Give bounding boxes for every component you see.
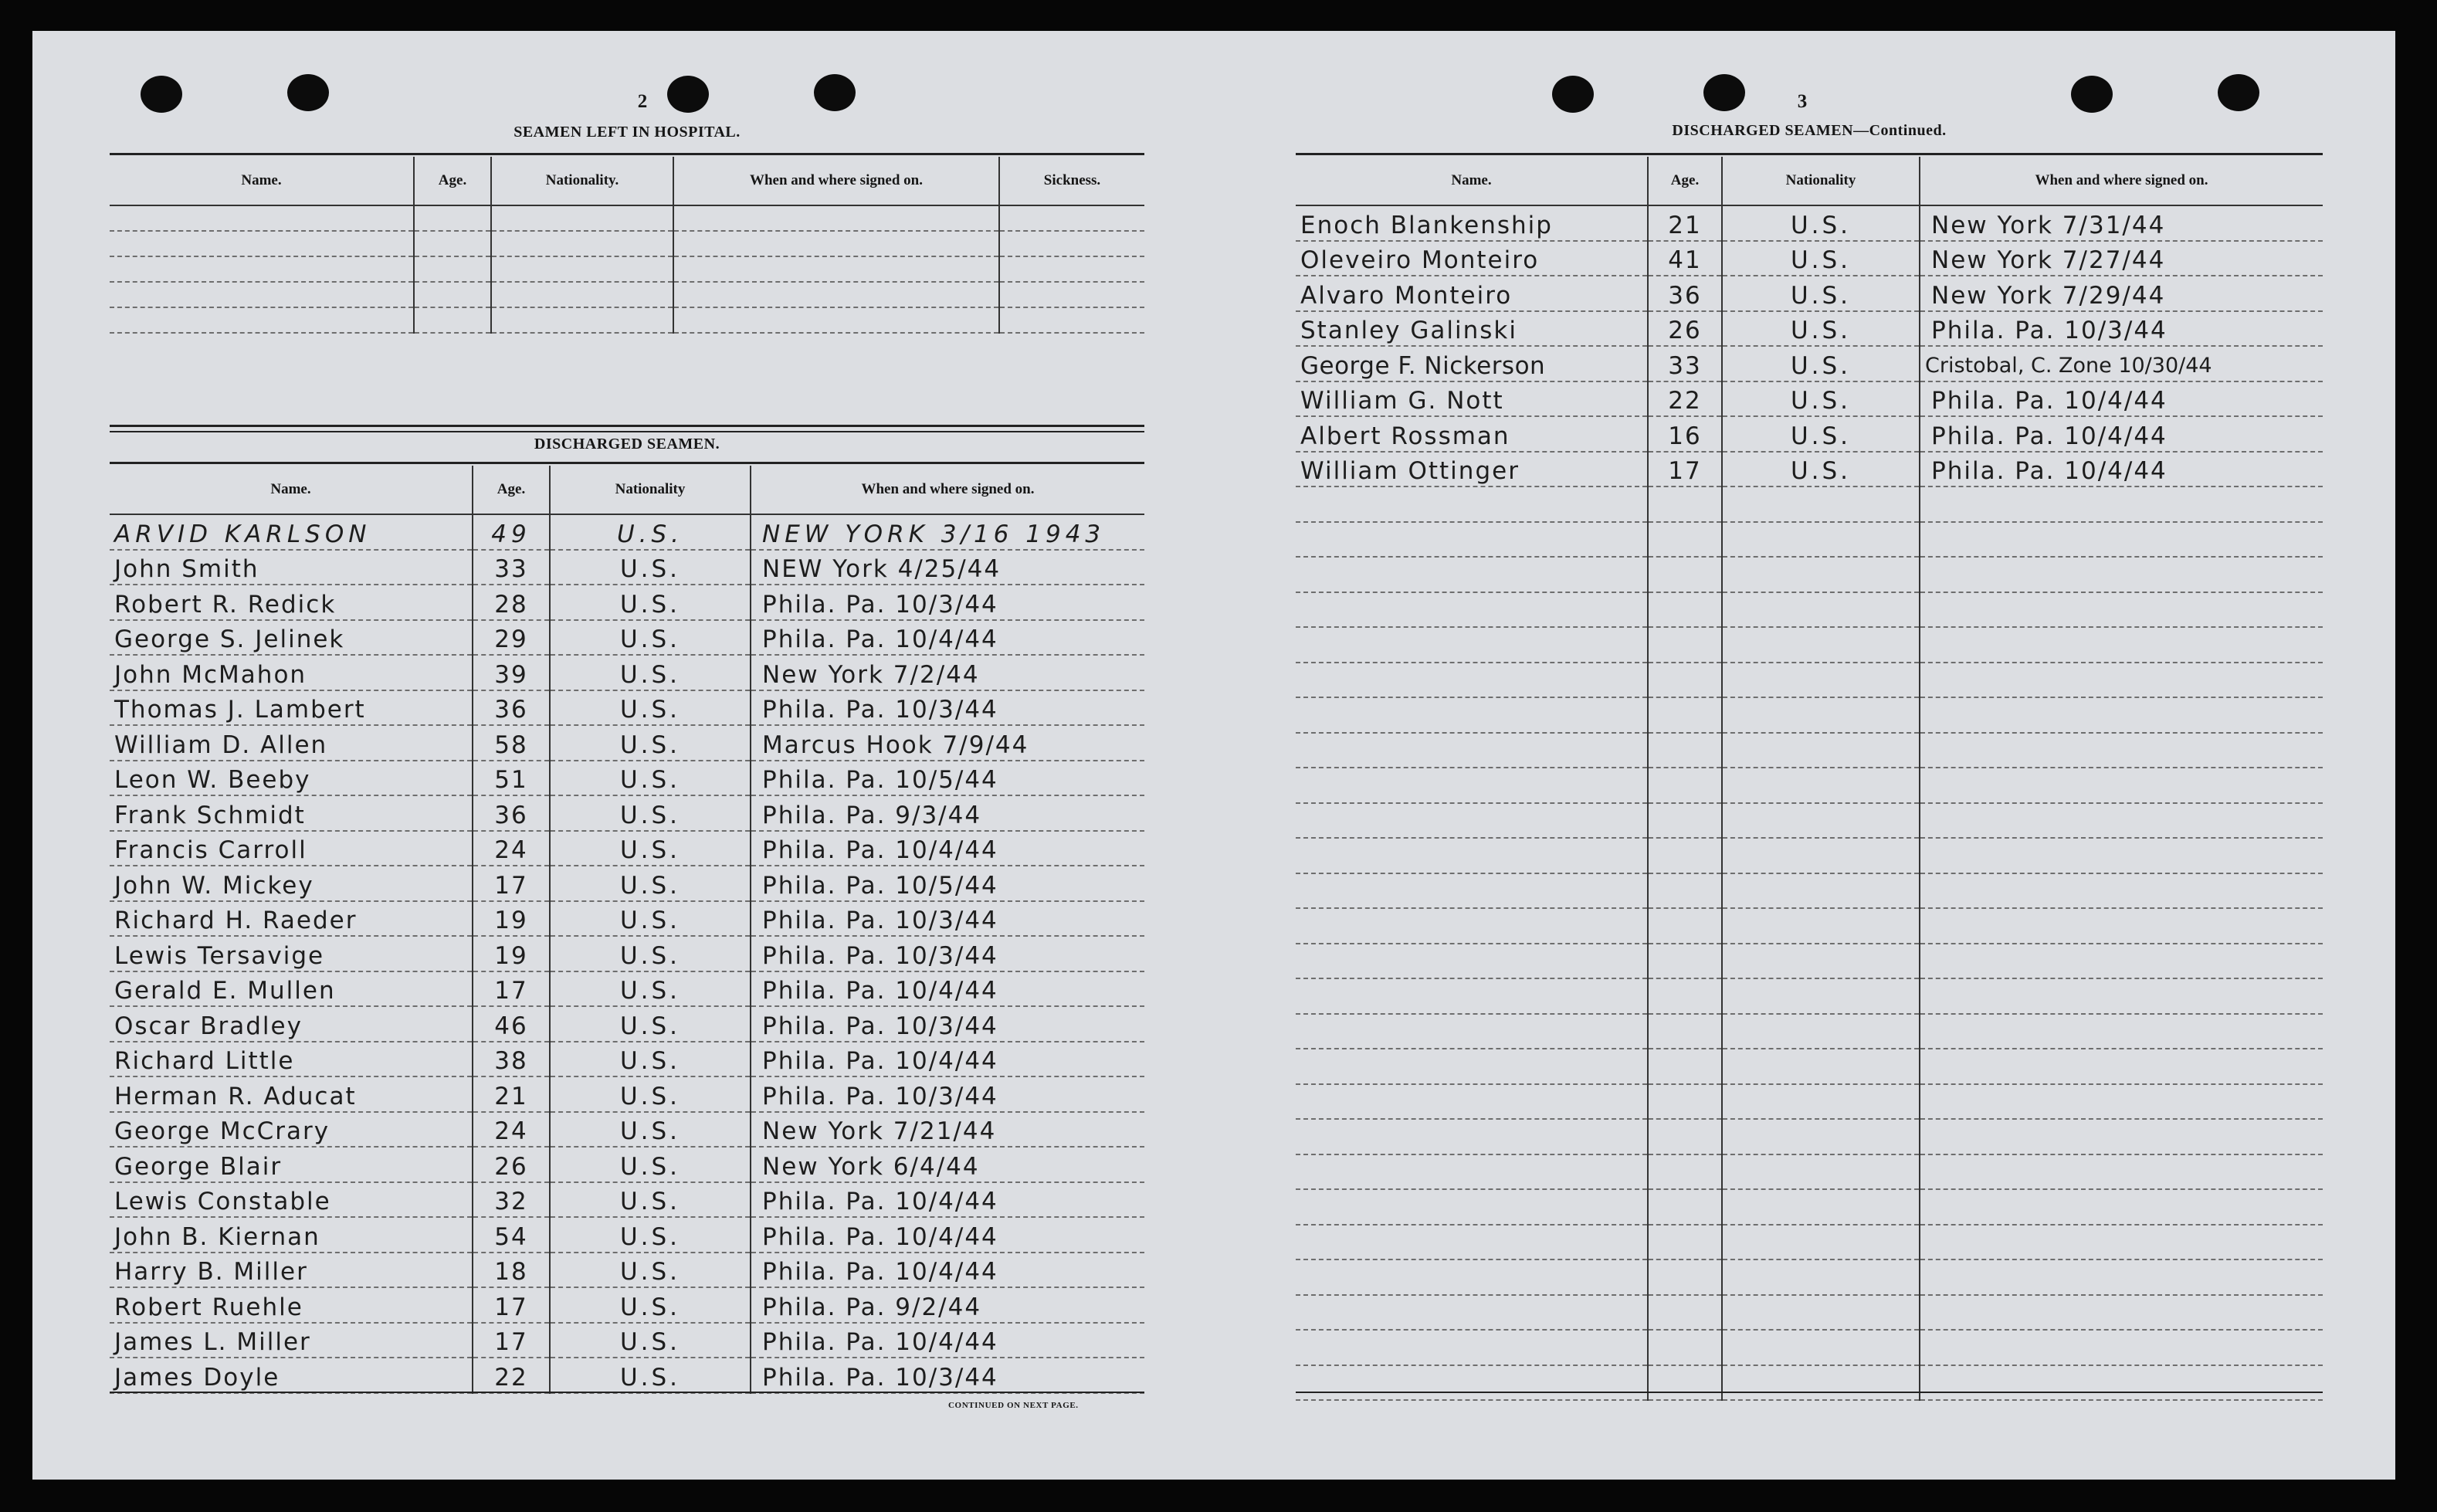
seaman-row xyxy=(110,901,1144,937)
seaman-signed-on: Phila. Pa. 10/4/44 xyxy=(751,1182,1144,1218)
seaman-age: 26 xyxy=(1648,311,1722,347)
seaman-row xyxy=(1296,346,2323,381)
seaman-row xyxy=(110,795,1144,831)
empty-row xyxy=(1296,486,2323,522)
seaman-row xyxy=(110,1006,1144,1042)
seaman-name: John W. Mickey xyxy=(110,866,473,901)
seaman-name: John McMahon xyxy=(110,655,473,690)
seaman-name: ARVID KARLSON xyxy=(110,514,473,550)
seaman-nationality: U.S. xyxy=(550,1042,751,1077)
seaman-nationality: U.S. xyxy=(550,866,751,901)
empty-row xyxy=(110,205,1144,231)
seaman-age: 17 xyxy=(473,1287,550,1323)
seaman-name: Frank Schmidt xyxy=(110,795,473,831)
seaman-age: 38 xyxy=(473,1042,550,1077)
seaman-name: Alvaro Monteiro xyxy=(1296,276,1648,311)
hospital-section-title: SEAMEN LEFT IN HOSPITAL. xyxy=(513,124,741,141)
punch-hole xyxy=(1552,76,1594,113)
seaman-nationality: U.S. xyxy=(550,971,751,1007)
seaman-signed-on: Phila. Pa. 10/3/44 xyxy=(751,1358,1144,1393)
continued-footer: CONTINUED ON NEXT PAGE. xyxy=(948,1401,1079,1410)
empty-row xyxy=(1296,663,2323,698)
seaman-row xyxy=(110,1323,1144,1358)
hospital-table xyxy=(110,157,1144,334)
empty-row xyxy=(1296,1119,2323,1154)
seaman-age: 16 xyxy=(1648,416,1722,452)
discharged-section-title: DISCHARGED SEAMEN. xyxy=(534,436,720,453)
seaman-name: William D. Allen xyxy=(110,725,473,761)
seaman-name: Robert R. Redick xyxy=(110,585,473,620)
seaman-nationality: U.S. xyxy=(550,514,751,550)
seaman-signed-on: Phila. Pa. 10/5/44 xyxy=(751,866,1144,901)
seaman-age: 28 xyxy=(473,585,550,620)
seaman-name: Gerald E. Mullen xyxy=(110,971,473,1007)
seaman-row xyxy=(1296,241,2323,276)
empty-row xyxy=(1296,838,2323,873)
seaman-signed-on: Phila. Pa. 10/3/44 xyxy=(751,1006,1144,1042)
seaman-age: 54 xyxy=(473,1217,550,1253)
seaman-signed-on: Phila. Pa. 9/2/44 xyxy=(751,1287,1144,1323)
seaman-name: John B. Kiernan xyxy=(110,1217,473,1253)
seaman-row xyxy=(110,1287,1144,1323)
seaman-nationality: U.S. xyxy=(550,1323,751,1358)
seaman-age: 29 xyxy=(473,620,550,656)
seaman-nationality: U.S. xyxy=(550,1076,751,1112)
col-header-nationality: Nationality. xyxy=(491,157,673,205)
seaman-row xyxy=(110,690,1144,726)
seaman-signed-on: Phila. Pa. 10/4/44 xyxy=(751,620,1144,656)
seaman-signed-on: Phila. Pa. 9/3/44 xyxy=(751,795,1144,831)
seaman-name: Robert Ruehle xyxy=(110,1287,473,1323)
seaman-age: 46 xyxy=(473,1006,550,1042)
seaman-name: Harry B. Miller xyxy=(110,1253,473,1288)
seaman-row xyxy=(1296,452,2323,487)
punch-hole xyxy=(814,74,856,111)
empty-row xyxy=(1296,908,2323,944)
punch-hole xyxy=(287,74,329,111)
seaman-signed-on: Phila. Pa. 10/4/44 xyxy=(751,831,1144,866)
seaman-nationality: U.S. xyxy=(550,725,751,761)
seaman-signed-on: Phila. Pa. 10/3/44 xyxy=(751,936,1144,971)
seaman-row xyxy=(1296,416,2323,452)
seaman-name: Richard H. Raeder xyxy=(110,901,473,937)
seaman-signed-on: Phila. Pa. 10/4/44 xyxy=(751,971,1144,1007)
seaman-signed-on: NEW York 4/25/44 xyxy=(751,550,1144,585)
seaman-nationality: U.S. xyxy=(550,1217,751,1253)
seaman-row xyxy=(110,514,1144,550)
seaman-name: George Blair xyxy=(110,1147,473,1182)
seaman-age: 19 xyxy=(473,901,550,937)
seaman-nationality: U.S. xyxy=(550,936,751,971)
seaman-age: 36 xyxy=(1648,276,1722,311)
col-header-age: Age. xyxy=(414,157,491,205)
empty-row xyxy=(1296,873,2323,909)
seaman-nationality: U.S. xyxy=(1722,346,1920,381)
seaman-name: John Smith xyxy=(110,550,473,585)
seaman-signed-on: New York 7/2/44 xyxy=(751,655,1144,690)
seaman-signed-on: Phila. Pa. 10/4/44 xyxy=(1920,452,2323,487)
seaman-nationality: U.S. xyxy=(550,901,751,937)
empty-row xyxy=(1296,1225,2323,1260)
col-header-signed-on: When and where signed on. xyxy=(1920,157,2323,205)
seaman-nationality: U.S. xyxy=(1722,241,1920,276)
empty-row xyxy=(1296,1084,2323,1120)
rule xyxy=(110,153,1144,155)
seaman-age: 17 xyxy=(1648,452,1722,487)
empty-row xyxy=(1296,1365,2323,1401)
rule xyxy=(110,425,1144,427)
seaman-signed-on: Phila. Pa. 10/5/44 xyxy=(751,761,1144,796)
seaman-signed-on: Cristobal, C. Zone 10/30/44 xyxy=(1920,346,2323,381)
seaman-name: Stanley Galinski xyxy=(1296,311,1648,347)
seaman-age: 18 xyxy=(473,1253,550,1288)
punch-hole xyxy=(2218,74,2259,111)
seaman-row xyxy=(110,866,1144,901)
seaman-row xyxy=(110,620,1144,656)
empty-row xyxy=(1296,733,2323,768)
seaman-signed-on: Marcus Hook 7/9/44 xyxy=(751,725,1144,761)
seaman-name: Albert Rossman xyxy=(1296,416,1648,452)
empty-row xyxy=(1296,1330,2323,1365)
seaman-age: 39 xyxy=(473,655,550,690)
seaman-name: James L. Miller xyxy=(110,1323,473,1358)
seaman-age: 33 xyxy=(1648,346,1722,381)
seaman-name: Oleveiro Monteiro xyxy=(1296,241,1648,276)
seaman-row xyxy=(110,1147,1144,1182)
seaman-row xyxy=(110,550,1144,585)
empty-row xyxy=(110,307,1144,333)
seaman-age: 17 xyxy=(473,866,550,901)
rule xyxy=(1296,1392,2323,1393)
seaman-age: 51 xyxy=(473,761,550,796)
col-header-nationality: Nationality xyxy=(1722,157,1920,205)
seaman-nationality: U.S. xyxy=(1722,205,1920,241)
seaman-name: Enoch Blankenship xyxy=(1296,205,1648,241)
rule xyxy=(1296,153,2323,155)
empty-row xyxy=(1296,978,2323,1014)
seaman-row xyxy=(110,725,1144,761)
empty-row xyxy=(1296,803,2323,839)
empty-row xyxy=(1296,697,2323,733)
empty-row xyxy=(1296,1154,2323,1190)
seaman-age: 32 xyxy=(473,1182,550,1218)
col-header-sickness: Sickness. xyxy=(999,157,1144,205)
seaman-nationality: U.S. xyxy=(550,690,751,726)
empty-row xyxy=(1296,1295,2323,1331)
empty-row xyxy=(1296,627,2323,663)
seaman-signed-on: Phila. Pa. 10/4/44 xyxy=(751,1217,1144,1253)
empty-row xyxy=(1296,1259,2323,1295)
empty-row xyxy=(110,256,1144,282)
seaman-row xyxy=(110,1253,1144,1288)
ledger-sheet xyxy=(32,31,2395,1480)
seaman-row xyxy=(1296,381,2323,417)
seaman-row xyxy=(110,1217,1144,1253)
seaman-nationality: U.S. xyxy=(550,655,751,690)
seaman-nationality: U.S. xyxy=(1722,381,1920,417)
seaman-row xyxy=(1296,311,2323,347)
seaman-age: 24 xyxy=(473,1112,550,1148)
seaman-row xyxy=(110,655,1144,690)
rule xyxy=(110,1392,1144,1393)
discharged-table-right xyxy=(1296,157,2323,1401)
title-continued: —Continued. xyxy=(1853,122,1947,139)
seaman-nationality: U.S. xyxy=(550,1147,751,1182)
seaman-age: 22 xyxy=(473,1358,550,1393)
seaman-name: Oscar Bradley xyxy=(110,1006,473,1042)
seaman-signed-on: Phila. Pa. 10/3/44 xyxy=(751,690,1144,726)
page-number-right: 3 xyxy=(1797,91,1808,112)
seaman-name: Herman R. Aducat xyxy=(110,1076,473,1112)
rule xyxy=(110,462,1144,464)
seaman-row xyxy=(110,1182,1144,1218)
punch-hole xyxy=(667,76,709,113)
discharged-table-left xyxy=(110,466,1144,1394)
seaman-name: Thomas J. Lambert xyxy=(110,690,473,726)
seaman-row xyxy=(110,1358,1144,1393)
col-header-age: Age. xyxy=(1648,157,1722,205)
col-header-age: Age. xyxy=(473,466,550,514)
seaman-age: 19 xyxy=(473,936,550,971)
seaman-row xyxy=(110,761,1144,796)
seaman-nationality: U.S. xyxy=(550,1182,751,1218)
seaman-signed-on: New York 7/31/44 xyxy=(1920,205,2323,241)
seaman-name: Richard Little xyxy=(110,1042,473,1077)
seaman-age: 33 xyxy=(473,550,550,585)
seaman-name: Lewis Constable xyxy=(110,1182,473,1218)
empty-row xyxy=(110,282,1144,307)
col-header-signed-on: When and where signed on. xyxy=(673,157,999,205)
rule xyxy=(110,431,1144,432)
seaman-nationality: U.S. xyxy=(550,831,751,866)
seaman-age: 22 xyxy=(1648,381,1722,417)
seaman-age: 36 xyxy=(473,690,550,726)
seaman-nationality: U.S. xyxy=(550,1287,751,1323)
seaman-signed-on: Phila. Pa. 10/4/44 xyxy=(1920,416,2323,452)
seaman-name: Lewis Tersavige xyxy=(110,936,473,971)
seaman-nationality: U.S. xyxy=(550,550,751,585)
empty-row xyxy=(1296,557,2323,592)
seaman-nationality: U.S. xyxy=(1722,276,1920,311)
empty-row xyxy=(1296,522,2323,558)
seaman-nationality: U.S. xyxy=(550,761,751,796)
empty-row xyxy=(1296,1049,2323,1084)
discharged-continued-title xyxy=(1296,122,2323,140)
seaman-row xyxy=(1296,276,2323,311)
seaman-age: 17 xyxy=(473,1323,550,1358)
empty-row xyxy=(1296,768,2323,803)
page-number-left: 2 xyxy=(637,91,648,112)
seaman-nationality: U.S. xyxy=(550,795,751,831)
seaman-nationality: U.S. xyxy=(550,1253,751,1288)
seaman-name: George S. Jelinek xyxy=(110,620,473,656)
seaman-nationality: U.S. xyxy=(550,620,751,656)
seaman-nationality: U.S. xyxy=(550,585,751,620)
seaman-name: George F. Nickerson xyxy=(1296,346,1648,381)
empty-row xyxy=(110,231,1144,256)
seaman-nationality: U.S. xyxy=(550,1112,751,1148)
col-header-name: Name. xyxy=(1296,157,1648,205)
seaman-signed-on: New York 7/29/44 xyxy=(1920,276,2323,311)
seaman-signed-on: Phila. Pa. 10/4/44 xyxy=(751,1323,1144,1358)
seaman-age: 17 xyxy=(473,971,550,1007)
seaman-age: 21 xyxy=(1648,205,1722,241)
seaman-signed-on: Phila. Pa. 10/4/44 xyxy=(751,1042,1144,1077)
seaman-age: 26 xyxy=(473,1147,550,1182)
seaman-nationality: U.S. xyxy=(550,1006,751,1042)
seaman-signed-on: Phila. Pa. 10/4/44 xyxy=(751,1253,1144,1288)
seaman-row xyxy=(110,831,1144,866)
seaman-name: Leon W. Beeby xyxy=(110,761,473,796)
punch-hole xyxy=(1703,74,1745,111)
seaman-nationality: U.S. xyxy=(1722,311,1920,347)
seaman-age: 41 xyxy=(1648,241,1722,276)
seaman-age: 21 xyxy=(473,1076,550,1112)
col-header-signed-on: When and where signed on. xyxy=(751,466,1144,514)
seaman-row xyxy=(110,936,1144,971)
col-header-name: Name. xyxy=(110,466,473,514)
seaman-signed-on: Phila. Pa. 10/3/44 xyxy=(751,1076,1144,1112)
seaman-age: 49 xyxy=(473,514,550,550)
seaman-row xyxy=(1296,205,2323,241)
seaman-age: 36 xyxy=(473,795,550,831)
seaman-row xyxy=(110,1076,1144,1112)
seaman-signed-on: Phila. Pa. 10/3/44 xyxy=(751,585,1144,620)
seaman-signed-on: NEW YORK 3/16 1943 xyxy=(751,514,1144,550)
empty-row xyxy=(1296,1014,2323,1049)
seaman-age: 24 xyxy=(473,831,550,866)
seaman-name: Francis Carroll xyxy=(110,831,473,866)
seaman-nationality: U.S. xyxy=(1722,452,1920,487)
punch-hole xyxy=(2071,76,2113,113)
empty-row xyxy=(1296,1189,2323,1225)
empty-row xyxy=(1296,592,2323,628)
seaman-age: 58 xyxy=(473,725,550,761)
seaman-signed-on: New York 7/27/44 xyxy=(1920,241,2323,276)
seaman-name: James Doyle xyxy=(110,1358,473,1393)
seaman-name: William Ottinger xyxy=(1296,452,1648,487)
empty-row xyxy=(1296,944,2323,979)
seaman-row xyxy=(110,971,1144,1007)
seaman-signed-on: New York 6/4/44 xyxy=(751,1147,1144,1182)
seaman-nationality: U.S. xyxy=(1722,416,1920,452)
col-header-name: Name. xyxy=(110,157,414,205)
punch-hole xyxy=(141,76,182,113)
seaman-row xyxy=(110,585,1144,620)
col-header-nationality: Nationality xyxy=(550,466,751,514)
title-main: DISCHARGED SEAMEN xyxy=(1672,122,1854,139)
seaman-row xyxy=(110,1042,1144,1077)
seaman-signed-on: Phila. Pa. 10/3/44 xyxy=(1920,311,2323,347)
seaman-nationality: U.S. xyxy=(550,1358,751,1393)
seaman-name: William G. Nott xyxy=(1296,381,1648,417)
seaman-signed-on: New York 7/21/44 xyxy=(751,1112,1144,1148)
seaman-signed-on: Phila. Pa. 10/3/44 xyxy=(751,901,1144,937)
seaman-row xyxy=(110,1112,1144,1148)
seaman-name: George McCrary xyxy=(110,1112,473,1148)
seaman-signed-on: Phila. Pa. 10/4/44 xyxy=(1920,381,2323,417)
